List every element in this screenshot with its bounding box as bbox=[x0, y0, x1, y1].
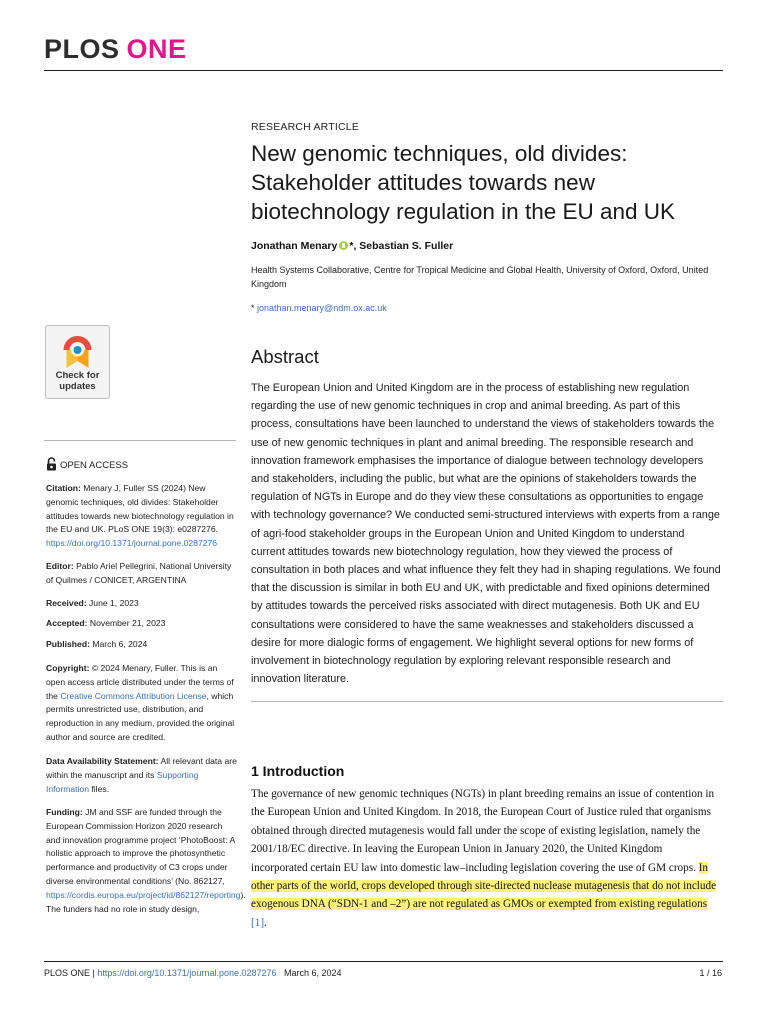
data-availability-text: files. bbox=[89, 783, 110, 794]
journal-logo[interactable] bbox=[44, 36, 187, 63]
editor-block bbox=[46, 560, 238, 588]
sidebar-divider bbox=[44, 440, 236, 441]
reference-link[interactable]: [1] bbox=[251, 916, 265, 929]
abstract-body: The European Union and United Kingdom are in the process of establishing new regulation regarding the use of new genomic techniques in crop and animal breeding. As part of this process, consultations have been launched to understand the views of stakeholders towards the use of new genomic techniques in plant and animal breeding. The responsible research and innovation framework emphasises the importance of dialogue between technology developers and stakeholders, including the public, but what are the opinions of stakeholders towards the regulation of NGTs in Europe and do they view these consultations as opportunities to engage with technology governance? We conducted semi-structured interviews with experts from a range of agri-food stakeholder groups in the European Union and United Kingdom to understand current attitudes towards new biotechnology regulation, how they viewed the process of consultation in both places and what influence they felt they had in shaping regulations. We found that the discussion is similar in both EU and UK, with predictable and fixed opinions determined by attitudes towards the perceived risks associated with direct mutagenesis. Both UK and EU consultations were considered to have the same weaknesses and stakeholders discussed a desire for more dialogic forms of engagement. We highlight several options for new forms of involvement in biotechnology regulation by exploring relevant responsible research and innovation literature. bbox=[251, 382, 721, 686]
license-link[interactable]: Creative Commons Attribution License bbox=[60, 690, 207, 701]
check-for-updates-button[interactable] bbox=[45, 325, 110, 399]
accepted-block bbox=[46, 617, 238, 631]
accepted-label: Accepted: bbox=[46, 618, 88, 628]
citation-text: Menary J, Fuller SS (2024) New genomic techniques, old divides: Stakeholder attitudes towards new biotechnology regulation in the EU and UK. PLoS ONE 19(3): e0287276. bbox=[46, 483, 234, 535]
open-access-lock-icon bbox=[46, 457, 57, 471]
orcid-icon[interactable] bbox=[339, 241, 348, 250]
data-availability-text: All relevant data are within the manuscript and its bbox=[46, 756, 237, 780]
editor-text: Pablo Ariel Pellegrini, National University of Quilmes / CONICET, ARGENTINA bbox=[46, 561, 232, 585]
copyright-block bbox=[46, 662, 238, 745]
article-type: RESEARCH ARTICLE bbox=[251, 121, 360, 133]
received-date: June 1, 2023 bbox=[86, 598, 139, 608]
funding-text: JM and SSF are funded through the European Commission Horizon 2020 research and innovation programme project ‘PhotoBoost: A holistic approach to improve the photosynthetic performance and productivity of C3 crops under diverse environmental conditions’ (No. 862127, bbox=[46, 807, 235, 886]
intro-text: The governance of new genomic techniques (NGTs) in plant breeding remains an issue of contention in the European Union and United Kingdom. In 2018, the European Court of Justice ruled that organisms obtained through directed mutagenesis would fall under the scope of existing legislation, namely the 2001/18/EC directive. In leaving the European Union in January 2020, the United Kingdom incorporated certain EU law into domestic law–including legislation covering the use of GM crops. bbox=[251, 788, 715, 874]
citation-label: Citation: bbox=[46, 483, 81, 493]
check-for-updates-label: Check for updates bbox=[55, 370, 100, 392]
funding-label: Funding: bbox=[46, 807, 83, 817]
affiliation: Health Systems Collaborative, Centre for Tropical Medicine and Global Health, University of Oxford, Oxford, United Kingdom bbox=[251, 265, 709, 289]
article-title: New genomic techniques, old divides: Stakeholder attitudes towards new biotechnology regulation in the EU and UK bbox=[251, 141, 676, 224]
author-list bbox=[251, 240, 453, 252]
correspondence-marker: * bbox=[251, 303, 258, 313]
author-name[interactable]: Sebastian S. Fuller bbox=[359, 240, 454, 252]
check-for-updates-icon bbox=[60, 332, 95, 369]
footer-divider bbox=[44, 961, 723, 962]
funding-block bbox=[46, 806, 246, 916]
citation-block bbox=[46, 482, 238, 551]
data-availability-label: Data Availability Statement: bbox=[46, 756, 159, 766]
footer-citation: PLOS ONE | https://doi.org/10.1371/journal.pone.0287276 March 6, 2024 bbox=[44, 968, 342, 978]
published-date: March 6, 2024 bbox=[89, 639, 148, 649]
journal-logo-plos: PLOS bbox=[44, 34, 120, 64]
correspondence bbox=[251, 303, 387, 313]
section-heading: 1 Introduction bbox=[251, 763, 345, 779]
citation-doi-link[interactable]: https://doi.org/10.1371/journal.pone.0287276 bbox=[46, 538, 218, 549]
received-label: Received: bbox=[46, 598, 87, 608]
funding-text: ). The funders had no role in study design, bbox=[46, 889, 246, 914]
footer-doi-link[interactable]: https://doi.org/10.1371/journal.pone.0287276 bbox=[97, 968, 277, 978]
header-divider bbox=[44, 70, 723, 71]
highlighted-text: In other parts of the world, crops developed through site-directed nuclease mutagenesis that do not include exogenous DNA (“SDN-1 and –2”) are not regulated as GMOs or exempted from existing regulations bbox=[251, 861, 717, 911]
footer-journal: PLOS ONE bbox=[44, 968, 91, 978]
abstract-heading: Abstract bbox=[251, 346, 319, 367]
author-name[interactable]: Jonathan Menary bbox=[251, 240, 338, 252]
published-label: Published: bbox=[46, 639, 90, 649]
abstract-divider bbox=[251, 701, 723, 702]
introduction-paragraph: The governance of new genomic techniques (NGTs) in plant breeding remains an issue of contention in the European Union and United Kingdom. In 2018, the European Court of Justice ruled that organisms obtained through directed mutagenesis would fall under the scope of existing legislation, namely the 2001/18/EC directive. In leaving the European Union in January 2020, the United Kingdom incorporated certain EU law into domestic law–including legislation covering the use of GM crops. In other parts of the world, crops developed through site-directed nuclease mutagenesis that do not include exogenous DNA (“SDN-1 and –2”) are not regulated as GMOs or exempted from existing regulations [1]. bbox=[251, 788, 717, 929]
received-block bbox=[46, 597, 238, 611]
supporting-information-link[interactable]: Supporting Information bbox=[46, 769, 199, 794]
copyright-text: © 2024 Menary, Fuller. This is an open access article distributed under the terms of the bbox=[46, 663, 234, 701]
open-access-label: OPEN ACCESS bbox=[60, 460, 129, 471]
email-link[interactable]: jonathan.menary@ndm.ox.ac.uk bbox=[257, 303, 387, 313]
journal-logo-one: ONE bbox=[126, 34, 187, 64]
author-separator: *, bbox=[349, 240, 360, 252]
cordis-link[interactable]: https://cordis.europa.eu/project/id/862127/reporting bbox=[46, 889, 241, 900]
copyright-label: Copyright: bbox=[46, 663, 90, 673]
accepted-date: November 21, 2023 bbox=[87, 618, 166, 628]
footer-date: March 6, 2024 bbox=[276, 968, 342, 978]
open-access-badge bbox=[46, 457, 128, 471]
published-block bbox=[46, 638, 238, 652]
data-availability-block bbox=[46, 755, 238, 796]
copyright-text: , which permits unrestricted use, distribution, and reproduction in any medium, provided the original author and source are credited. bbox=[46, 690, 235, 742]
page-number: 1 / 16 bbox=[699, 968, 722, 978]
editor-label: Editor: bbox=[46, 561, 74, 571]
